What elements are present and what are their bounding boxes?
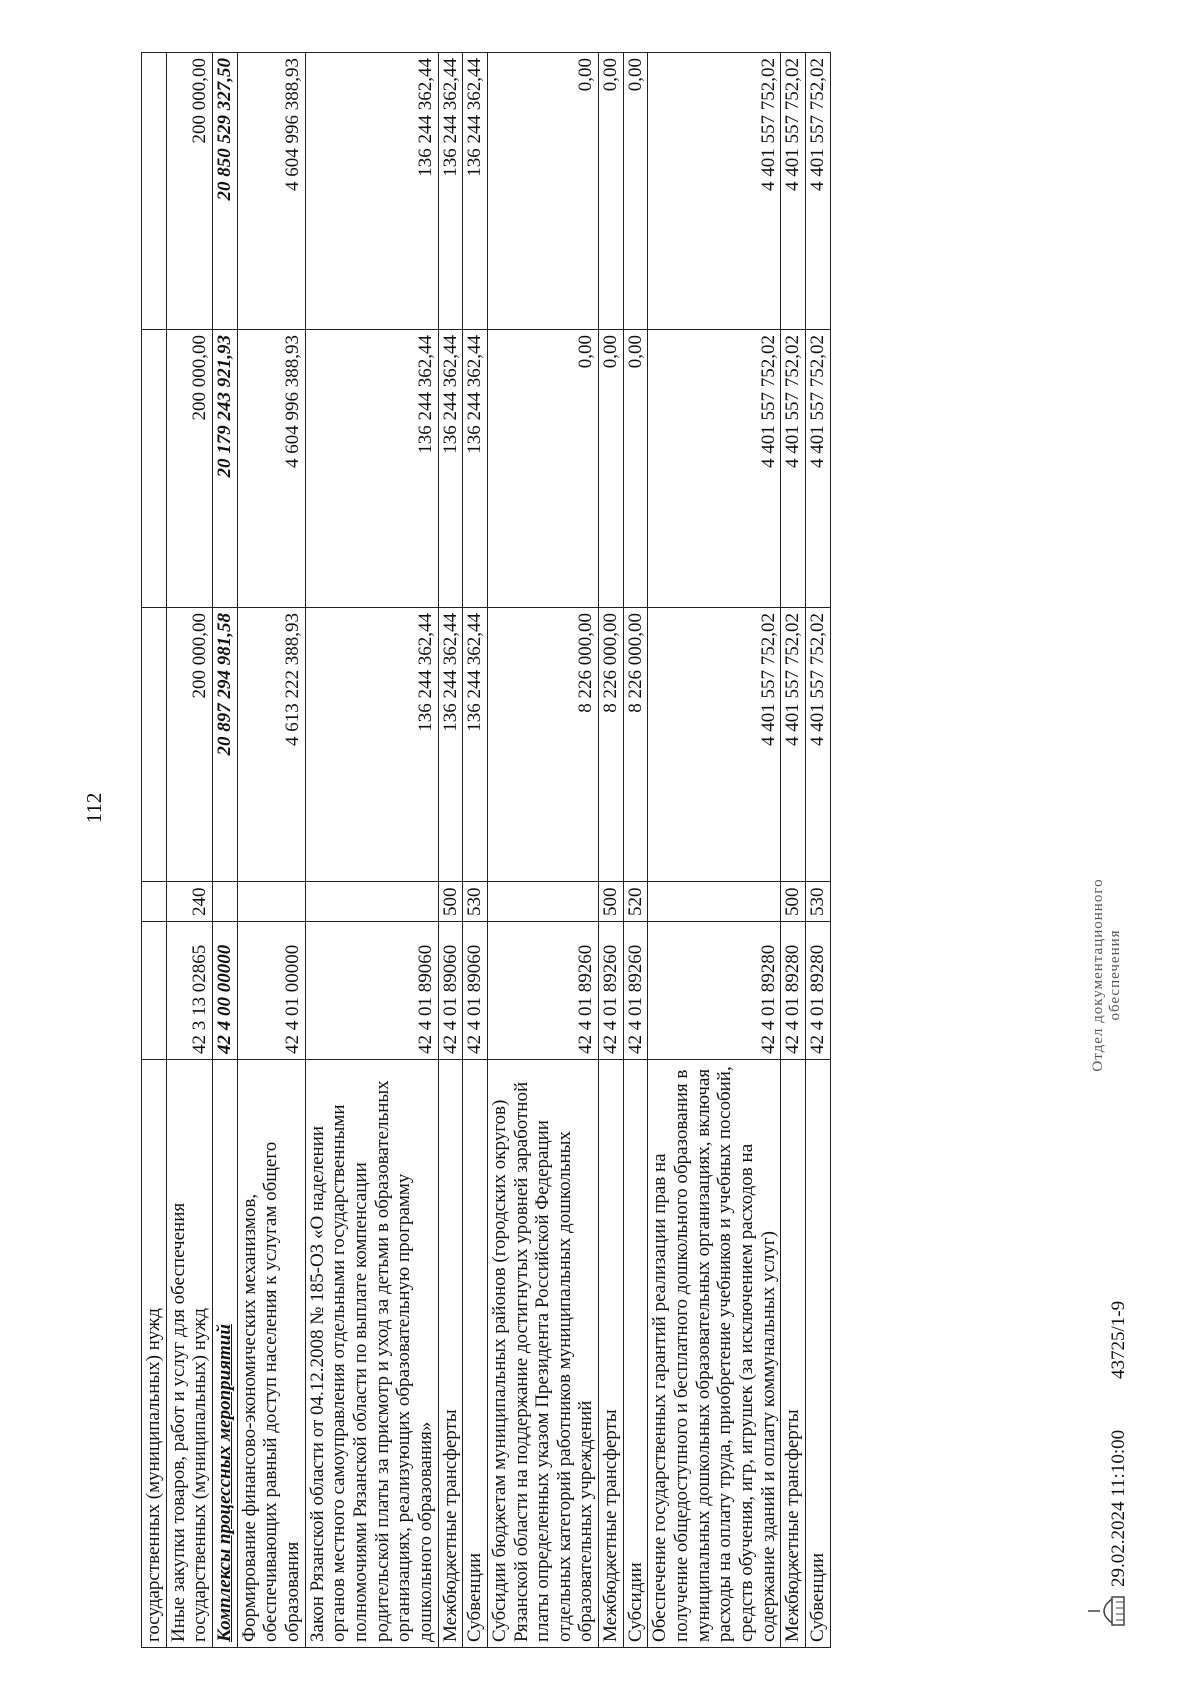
row-code: 42 3 13 02865	[166, 922, 212, 1060]
row-expense-type	[237, 882, 305, 922]
row-code: 42 4 01 89060	[305, 922, 438, 1060]
row-code: 42 4 00 00000	[212, 922, 237, 1060]
row-code: 42 4 01 89260	[599, 922, 624, 1060]
row-amount-year3: 0,00	[599, 53, 624, 330]
row-amount-year3: 200 000,00	[166, 53, 212, 330]
row-code: 42 4 01 89280	[648, 922, 781, 1060]
row-amount-year3: 0,00	[487, 53, 598, 330]
table-row	[781, 53, 806, 1648]
row-amount-year1: 8 226 000,00	[487, 608, 598, 882]
row-amount-year1: 4 401 557 752,02	[806, 608, 831, 882]
row-amount-year3: 4 401 557 752,02	[648, 53, 781, 330]
row-name: Формирование финансово-экономических механизмов, обеспечивающих равный доступ населения к услугам общего образования	[237, 1060, 305, 1648]
page-number: 112	[82, 792, 106, 824]
row-amount-year1: 8 226 000,00	[599, 608, 624, 882]
row-amount-year3: 20 850 529 327,50	[212, 53, 237, 330]
row-amount-year2: 0,00	[623, 330, 648, 608]
footer-date: 29.02.2024 11:10:00	[1108, 1429, 1129, 1587]
footer-doc-number: 43725/1-9	[1108, 1300, 1129, 1379]
department-stamp	[1090, 845, 1123, 1105]
row-amount-year1: 200 000,00	[166, 608, 212, 882]
table-row	[305, 53, 438, 1648]
row-amount-year1: 136 244 362,44	[438, 608, 463, 882]
table-row	[648, 53, 781, 1648]
row-expense-type	[305, 882, 438, 922]
row-code: 42 4 01 89280	[806, 922, 831, 1060]
row-expense-type	[648, 882, 781, 922]
row-amount-year3: 4 604 996 388,93	[237, 53, 305, 330]
row-amount-year1: 4 613 222 388,93	[237, 608, 305, 882]
row-code: 42 4 01 89260	[487, 922, 598, 1060]
row-code: 42 4 01 00000	[237, 922, 305, 1060]
row-amount-year3: 4 401 557 752,02	[806, 53, 831, 330]
row-amount-year1: 136 244 362,44	[305, 608, 438, 882]
row-code: 42 4 01 89260	[623, 922, 648, 1060]
row-name	[212, 1060, 237, 1648]
row-amount-year3: 0,00	[623, 53, 648, 330]
row-code	[142, 922, 167, 1060]
row-amount-year1: 4 401 557 752,02	[781, 608, 806, 882]
row-name: государственных (муниципальных) нужд	[142, 1060, 167, 1648]
row-code: 42 4 01 89060	[438, 922, 463, 1060]
stamp-line-2: обеспечения	[1106, 929, 1123, 1021]
row-name: Межбюджетные трансферты	[438, 1060, 463, 1648]
emblem-icon	[1082, 1593, 1128, 1629]
table-row	[142, 53, 167, 1648]
row-name: Субвенции	[463, 1060, 488, 1648]
row-name: Обеспечение государственных гарантий реализации прав на получение общедоступного и бесплатного дошкольного образования в муниципальных дошкольных образовательных организациях, включая расходы на оплату труда, приобретение учебников и учебных пособий, средств обучения, игр, игрушек (за исключением расходов на содержание зданий и оплату коммунальных услуг)	[648, 1060, 781, 1648]
row-amount-year2: 136 244 362,44	[438, 330, 463, 608]
table-row	[166, 53, 212, 1648]
row-name: Субсидии бюджетам муниципальных районов (городских округов) Рязанской области на поддержание достигнутых уровней заработной платы определенных указом Президента Российской Федерации отдельных категорий работников муниципальных дошкольных образовательных учреждений	[487, 1060, 598, 1648]
row-amount-year1: 136 244 362,44	[463, 608, 488, 882]
table-row	[623, 53, 648, 1648]
row-amount-year3	[142, 53, 167, 330]
row-name: Межбюджетные трансферты	[781, 1060, 806, 1648]
row-amount-year1: 8 226 000,00	[623, 608, 648, 882]
table-row	[438, 53, 463, 1648]
row-name: Межбюджетные трансферты	[599, 1060, 624, 1648]
row-amount-year2: 200 000,00	[166, 330, 212, 608]
table-row	[463, 53, 488, 1648]
row-amount-year3: 4 401 557 752,02	[781, 53, 806, 330]
row-name: Закон Рязанской области от 04.12.2008 № 185-ОЗ «О наделении органов местного самоуправления отдельными государственными полномочиями Рязанской области по выплате компенсации родительской платы за присмотр и уход за детьми в образовательных организациях, реализующих образовательную программу дошкольного образования»	[305, 1060, 438, 1648]
row-expense-type	[487, 882, 598, 922]
row-name: Субсидии	[623, 1060, 648, 1648]
row-amount-year1: 20 897 294 981,58	[212, 608, 237, 882]
row-code: 42 4 01 89060	[463, 922, 488, 1060]
row-amount-year2: 0,00	[599, 330, 624, 608]
budget-table	[141, 52, 831, 1648]
row-name-text: Комплексы процессных мероприятий	[213, 1324, 235, 1642]
row-expense-type: 500	[599, 882, 624, 922]
row-amount-year2: 4 604 996 388,93	[237, 330, 305, 608]
row-name: Иные закупки товаров, работ и услуг для обеспечения государственных (муниципальных) нужд	[166, 1060, 212, 1648]
table-row	[599, 53, 624, 1648]
row-expense-type: 530	[463, 882, 488, 922]
table-row	[237, 53, 305, 1648]
table-row	[487, 53, 598, 1648]
row-amount-year3: 136 244 362,44	[305, 53, 438, 330]
row-expense-type: 530	[806, 882, 831, 922]
row-name: Субвенции	[806, 1060, 831, 1648]
table-row	[806, 53, 831, 1648]
row-amount-year2: 136 244 362,44	[463, 330, 488, 608]
row-amount-year2: 20 179 243 921,93	[212, 330, 237, 608]
row-amount-year2	[142, 330, 167, 608]
stamp-line-1: Отдел документационного	[1090, 878, 1106, 1072]
row-expense-type	[142, 882, 167, 922]
row-expense-type: 500	[438, 882, 463, 922]
row-expense-type: 520	[623, 882, 648, 922]
table-row	[212, 53, 237, 1648]
row-amount-year2: 4 401 557 752,02	[648, 330, 781, 608]
row-expense-type: 500	[781, 882, 806, 922]
row-amount-year2: 4 401 557 752,02	[781, 330, 806, 608]
row-amount-year2: 136 244 362,44	[305, 330, 438, 608]
row-amount-year1	[142, 608, 167, 882]
row-expense-type	[212, 882, 237, 922]
row-code: 42 4 01 89280	[781, 922, 806, 1060]
row-amount-year2: 0,00	[487, 330, 598, 608]
row-amount-year1: 4 401 557 752,02	[648, 608, 781, 882]
row-amount-year3: 136 244 362,44	[438, 53, 463, 330]
row-amount-year2: 4 401 557 752,02	[806, 330, 831, 608]
row-amount-year3: 136 244 362,44	[463, 53, 488, 330]
row-expense-type: 240	[166, 882, 212, 922]
